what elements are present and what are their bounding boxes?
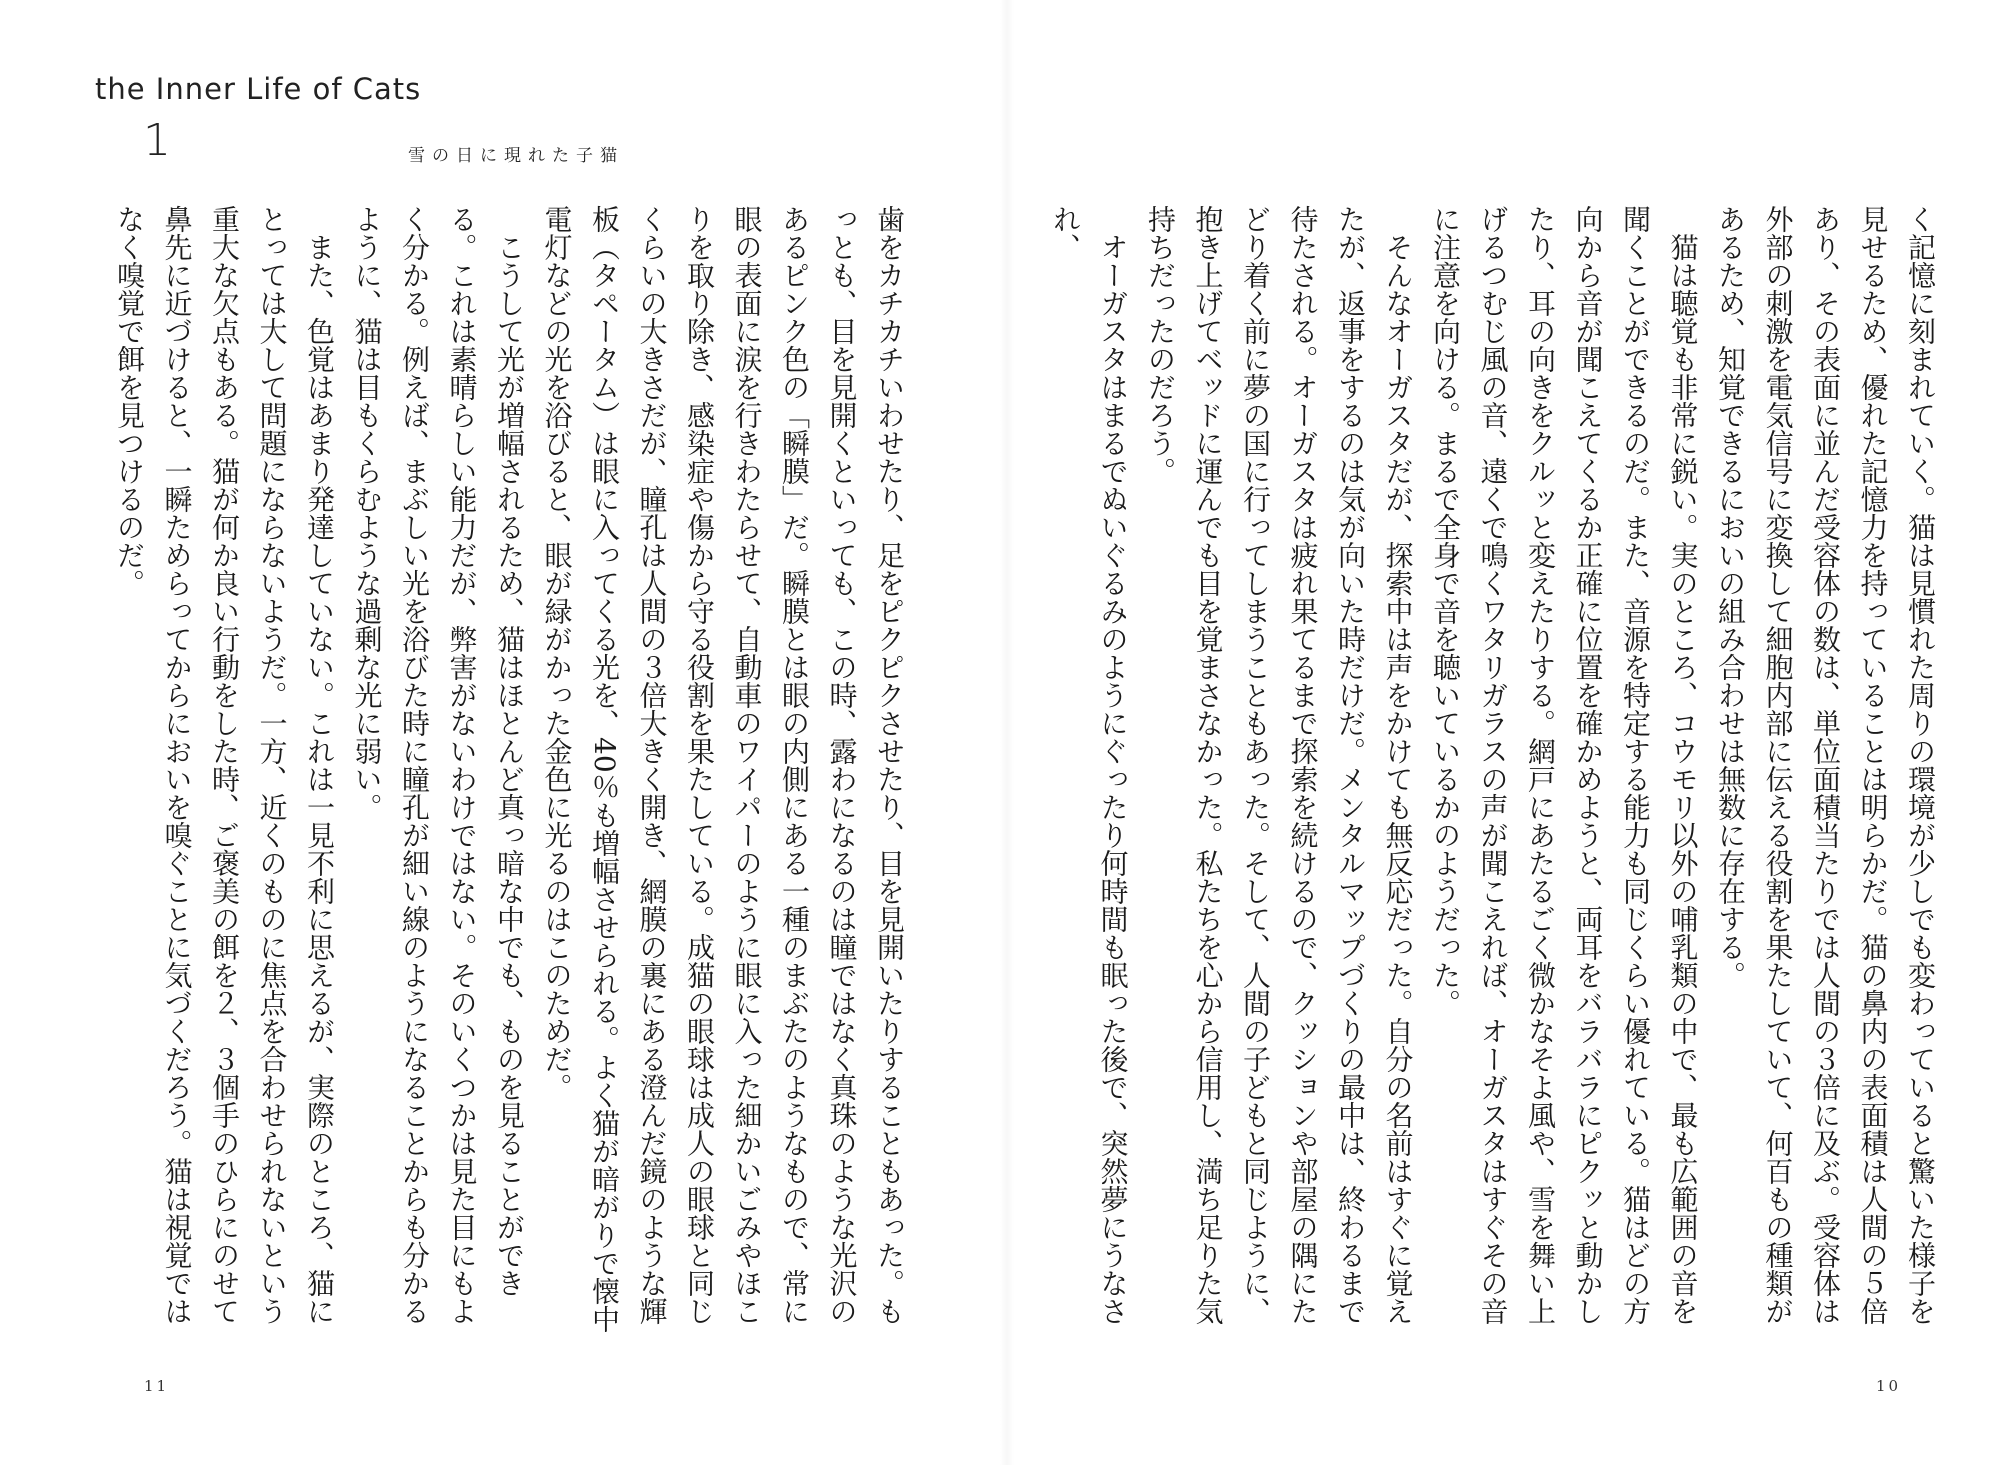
paragraph: また、色覚はあまり発達していない。これは一見不利に思えるが、実際のところ、猫にとっては大して問題にならないようだ。一方、近くのものに焦点を合わせられないという重大な欠点もある。猫が何か良い行動をした時、ご褒美の餌を２、３個手のひらにのせて鼻先に近づけると、一瞬ためらってからにおいを嗅ぐことに気づくだろう。猫は視覚ではなく嗅覚で餌を見つけるのだ。: [113, 205, 336, 1325]
paragraph: オーガスタはまるでぬいぐるみのようにぐったり何時間も眠った後で、突然夢にうなされ、: [1049, 205, 1130, 1325]
right-page-body: [1049, 205, 1944, 1343]
paragraph: そんなオーガスタだが、探索中は声をかけても無反応だった。自分の名前はすぐに覚えたが、返事をするのは気が向いた時だけだ。メンタルマップづくりの最中は、終わるまで待たされる。オーガスタは疲れ果てるまで探索を続けるので、クッションや部屋の隅にたどり着く前に夢の国に行ってしまうこともあった。そして、人間の子どもと同じように、抱き上げてベッドに運んでも目を覚まさなかった。私たちを心から信用し、満ち足りた気持ちだったのだろう。: [1144, 205, 1415, 1325]
chapter-title: 雪の日に現れた子猫: [408, 146, 624, 166]
paragraph: こうして光が増幅されるため、猫はほとんど真っ暗な中でも、ものを見ることができる。これは素晴らしい能力だが、弊害がないわけではない。そのいくつかは見た目にもよく分かる。例えば、まぶしい光を浴びた時に瞳孔が細い線のようになることからも分かるように、猫は目もくらむような過剰な光に弱い。: [350, 205, 526, 1325]
page-gutter: [1000, 0, 1014, 1465]
paragraph: く記憶に刻まれていく。猫は見慣れた周りの環境が少しでも変わっていると驚いた様子を見せるため、優れた記憶力を持っていることは明らかだ。猫の鼻内の表面積は人間の５倍あり、その表面に並んだ受容体の数は、単位面積当たりでは人間の３倍に及ぶ。受容体は外部の刺激を電気信号に変換して細胞内部に伝える役割を果たしていて、何百もの種類があるため、知覚できるにおいの組み合わせは無数に存在する。: [1714, 205, 1937, 1325]
left-page-body: [113, 205, 913, 1343]
page-number-right: 10: [1876, 1377, 1902, 1395]
running-title: the Inner Life of Cats: [95, 72, 422, 106]
paragraph: 歯をカチカチいわせたり、足をピクピクさせたり、目を見開いたりすることもあった。もっとも、目を見開くといっても、この時、露わになるのは瞳ではなく真珠のような光沢のあるピンク色の「瞬膜」だ。瞬膜とは眼の内側にある一種のまぶたのようなもので、常に眼の表面に涙を行きわたらせて、自動車のワイパーのように眼に入った細かいごみやほこりを取り除き、感染症や傷から守る役割を果たしている。成猫の眼球は成人の眼球と同じくらいの大きさだが、瞳孔は人間の３倍大きく開き、網膜の裏にある澄んだ鏡のような輝板（タペータム）は眼に入ってくる光を、40％も増幅させられる。よく猫が暗がりで懐中電灯などの光を浴びると、眼が緑がかった金色に光るのはこのためだ。: [540, 205, 906, 1333]
chapter-number: 1: [143, 115, 171, 166]
paragraph: 猫は聴覚も非常に鋭い。実のところ、コウモリ以外の哺乳類の中で、最も広範囲の音を聞くことができるのだ。また、音源を特定する能力も同じくらい優れている。猫はどの方向から音が聞こえてくるか正確に位置を確かめようと、両耳をバラバラにピクッと動かしたり、耳の向きをクルッと変えたりする。網戸にあたるごく微かなそよ風や、雪を舞い上げるつむじ風の音、遠くで鳴くワタリガラスの声が聞こえれば、オーガスタはすぐその音に注意を向ける。まるで全身で音を聴いているかのようだった。: [1429, 205, 1700, 1325]
page-number-left: 11: [144, 1377, 170, 1395]
